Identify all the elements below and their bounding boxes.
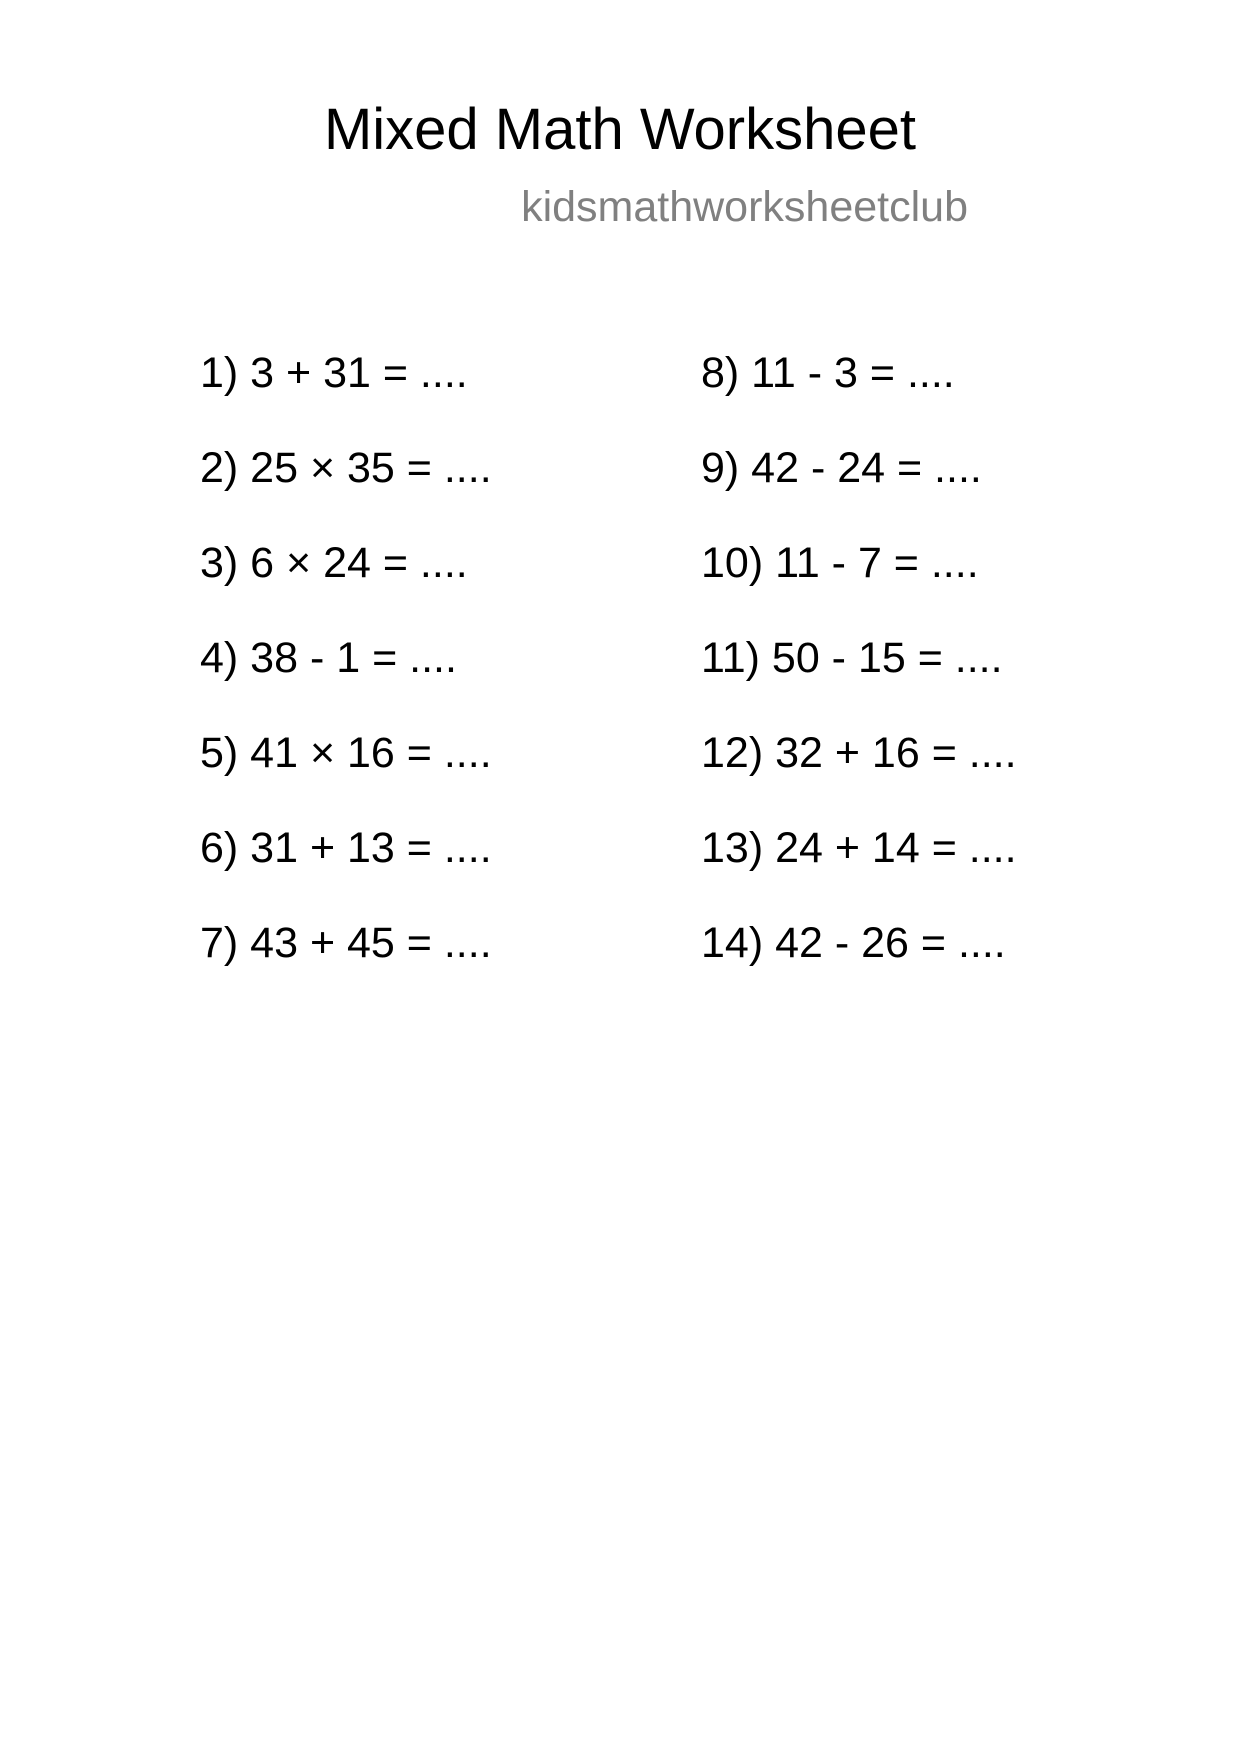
problems-column-right — [701, 348, 1121, 1013]
problem-10: 10) 11 - 7 = .... — [701, 539, 979, 587]
problem-5: 5) 41 × 16 = .... — [200, 729, 492, 777]
problem-12: 12) 32 + 16 = .... — [701, 729, 1017, 777]
problem-3: 3) 6 × 24 = .... — [200, 539, 468, 587]
problem-13: 13) 24 + 14 = .... — [701, 824, 1017, 872]
problem-2: 2) 25 × 35 = .... — [200, 444, 492, 492]
problem-6: 6) 31 + 13 = .... — [200, 824, 492, 872]
problem-7: 7) 43 + 45 = .... — [200, 919, 492, 967]
page-title: Mixed Math Worksheet — [323, 97, 917, 162]
problem-4: 4) 38 - 1 = .... — [200, 634, 457, 682]
problems-column-left — [200, 348, 620, 1013]
problem-9: 9) 42 - 24 = .... — [701, 444, 982, 492]
problem-8: 8) 11 - 3 = .... — [701, 349, 955, 397]
problem-11: 11) 50 - 15 = .... — [701, 634, 1003, 682]
problem-14: 14) 42 - 26 = .... — [701, 919, 1006, 967]
page-subtitle: kidsmathworksheetclub — [521, 183, 968, 231]
problem-1: 1) 3 + 31 = .... — [200, 349, 468, 397]
